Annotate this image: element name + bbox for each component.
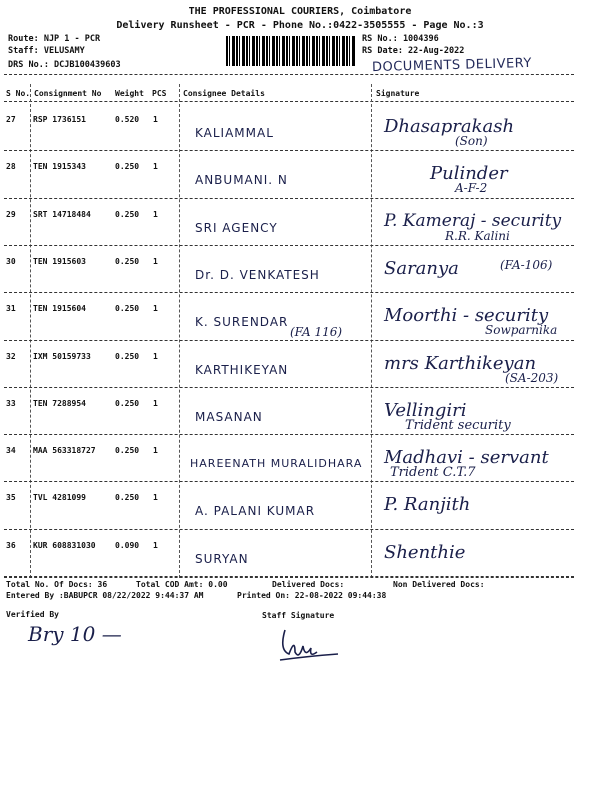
row-consignment-no: RSP 1736151 bbox=[33, 115, 86, 124]
row-weight: 0.250 bbox=[115, 398, 140, 408]
staff-signature-scribble bbox=[250, 620, 340, 665]
col-separator bbox=[371, 84, 372, 578]
row-sno: 35 bbox=[6, 493, 16, 503]
row-signature: Saranya bbox=[384, 257, 459, 279]
row-signature: Shenthie bbox=[384, 541, 466, 563]
row-sno: 29 bbox=[6, 209, 16, 219]
row-signature: Pulinder bbox=[430, 163, 508, 185]
non-delivered-docs: Non Delivered Docs: bbox=[393, 580, 485, 589]
row-consignment-no: TVL 4281099 bbox=[33, 493, 86, 503]
printed-on: Printed On: 22-08-2022 09:44:38 bbox=[237, 591, 387, 600]
verified-signature: Bry 10 — bbox=[28, 622, 122, 646]
row-pcs: 1 bbox=[153, 304, 158, 314]
row-divider bbox=[4, 198, 574, 199]
row-sno: 33 bbox=[6, 398, 16, 408]
row-consignment-no: TEN 7288954 bbox=[33, 398, 86, 408]
row-signature: Madhavi - servant bbox=[384, 447, 549, 469]
row-consignment-no: TEN 1915603 bbox=[33, 256, 86, 266]
row-weight: 0.250 bbox=[115, 493, 140, 503]
company-title: THE PROFESSIONAL COURIERS, Coimbatore bbox=[188, 6, 412, 17]
col-separator bbox=[179, 84, 180, 578]
delivered-docs: Delivered Docs: bbox=[272, 580, 345, 589]
documents-delivery-stamp: DOCUMENTS DELIVERY bbox=[371, 55, 533, 76]
col-signature: Signature bbox=[376, 89, 420, 98]
row-consignee: HAREENATH MURALIDHARA bbox=[190, 457, 363, 471]
row-pcs: 1 bbox=[153, 209, 158, 219]
row-consignee: A. PALANI KUMAR bbox=[195, 504, 316, 519]
row-consignee: SURYAN bbox=[195, 551, 249, 566]
row-weight: 0.520 bbox=[115, 115, 140, 124]
row-signature: Vellingiri bbox=[384, 399, 467, 421]
row-divider bbox=[4, 529, 574, 530]
header-divider bbox=[4, 74, 574, 75]
row-weight: 0.250 bbox=[115, 256, 140, 266]
rs-date: RS Date: 22-Aug-2022 bbox=[362, 46, 465, 56]
row-consignee: SRI AGENCY bbox=[195, 220, 278, 235]
row-note: A-F-2 bbox=[455, 181, 488, 196]
col-pcs: PCS bbox=[152, 89, 167, 98]
row-pcs: 1 bbox=[153, 351, 158, 361]
row-consignment-no: IXM 50159733 bbox=[33, 351, 91, 361]
row-consignee: MASANAN bbox=[195, 409, 263, 424]
row-signature: Dhasaprakash bbox=[384, 116, 515, 137]
total-cod: Total COD Amt: 0.00 bbox=[136, 580, 228, 589]
barcode bbox=[226, 36, 356, 66]
row-sno: 36 bbox=[6, 540, 16, 550]
row-consignment-no: TEN 1915604 bbox=[33, 304, 86, 314]
row-note2: Sowparnika bbox=[485, 323, 558, 338]
row-signature: P. Kameraj - security bbox=[384, 210, 562, 231]
row-divider bbox=[4, 340, 574, 341]
row-sno: 34 bbox=[6, 446, 16, 456]
row-weight: 0.250 bbox=[115, 446, 140, 456]
row-note: (FA 116) bbox=[290, 325, 343, 340]
row-consignee: Dr. D. VENKATESH bbox=[195, 267, 320, 282]
verified-by-label: Verified By bbox=[6, 610, 59, 619]
total-docs: Total No. Of Docs: 36 bbox=[6, 580, 108, 589]
row-divider bbox=[4, 245, 574, 246]
row-pcs: 1 bbox=[153, 540, 158, 550]
row-divider bbox=[4, 481, 574, 482]
row-note: R.R. Kalini bbox=[445, 228, 510, 243]
row-weight: 0.250 bbox=[115, 209, 140, 219]
row-divider bbox=[4, 150, 574, 151]
row-signature: P. Ranjith bbox=[384, 494, 471, 516]
staff-label: Staff: VELUSAMY bbox=[8, 46, 85, 56]
row-consignment-no: TEN 1915343 bbox=[33, 162, 86, 172]
col-sno: S No. bbox=[6, 89, 31, 98]
runsheet-title: Delivery Runsheet - PCR - Phone No.:0422-3505555 - Page No.:3 bbox=[116, 20, 484, 31]
row-pcs: 1 bbox=[153, 398, 158, 408]
col-consignee: Consignee Details bbox=[183, 89, 265, 98]
col-separator bbox=[30, 84, 31, 578]
row-note: Trident C.T.7 bbox=[390, 465, 476, 481]
row-sno: 31 bbox=[6, 304, 16, 314]
table-bottom-divider bbox=[4, 577, 574, 578]
row-sno: 30 bbox=[6, 256, 16, 266]
drs-number: DRS No.: DCJB100439603 bbox=[8, 60, 121, 70]
rs-number: RS No.: 1004396 bbox=[362, 34, 439, 44]
row-signature: Moorthi - security bbox=[384, 305, 549, 327]
row-note: (FA-106) bbox=[500, 257, 553, 272]
row-weight: 0.250 bbox=[115, 351, 140, 361]
row-sno: 32 bbox=[6, 351, 16, 361]
row-pcs: 1 bbox=[153, 256, 158, 266]
row-consignment-no: SRT 14718484 bbox=[33, 209, 91, 219]
row-sno: 27 bbox=[6, 115, 16, 124]
row-pcs: 1 bbox=[153, 493, 158, 503]
row-pcs: 1 bbox=[153, 446, 158, 456]
row-divider bbox=[4, 387, 574, 388]
table-header-divider bbox=[4, 101, 574, 102]
row-consignee: KALIAMMAL bbox=[195, 126, 274, 140]
col-consignment: Consignment No bbox=[34, 89, 102, 98]
staff-signature-label: Staff Signature bbox=[262, 611, 335, 620]
row-consignee: ANBUMANI. N bbox=[195, 173, 288, 188]
row-note: (Son) bbox=[455, 134, 488, 148]
row-pcs: 1 bbox=[153, 115, 158, 124]
row-consignee: KARTHIKEYAN bbox=[195, 362, 289, 377]
entered-by: Entered By :BABUPCR 08/22/2022 9:44:37 AM bbox=[6, 591, 204, 600]
row-note: Trident security bbox=[405, 417, 511, 433]
row-signature: mrs Karthikeyan bbox=[384, 352, 537, 374]
row-divider bbox=[4, 292, 574, 293]
row-divider bbox=[4, 434, 574, 435]
row-weight: 0.250 bbox=[115, 304, 140, 314]
row-consignment-no: KUR 608831030 bbox=[33, 540, 96, 550]
row-pcs: 1 bbox=[153, 162, 158, 172]
row-consignee: K. SURENDAR bbox=[195, 315, 289, 330]
row-consignment-no: MAA 563318727 bbox=[33, 446, 96, 456]
row-sno: 28 bbox=[6, 162, 16, 172]
row-weight: 0.250 bbox=[115, 162, 140, 172]
row-note: (SA-203) bbox=[505, 370, 559, 385]
col-weight: Weight bbox=[115, 89, 144, 98]
route-label: Route: NJP 1 - PCR bbox=[8, 34, 101, 44]
row-weight: 0.090 bbox=[115, 540, 140, 550]
